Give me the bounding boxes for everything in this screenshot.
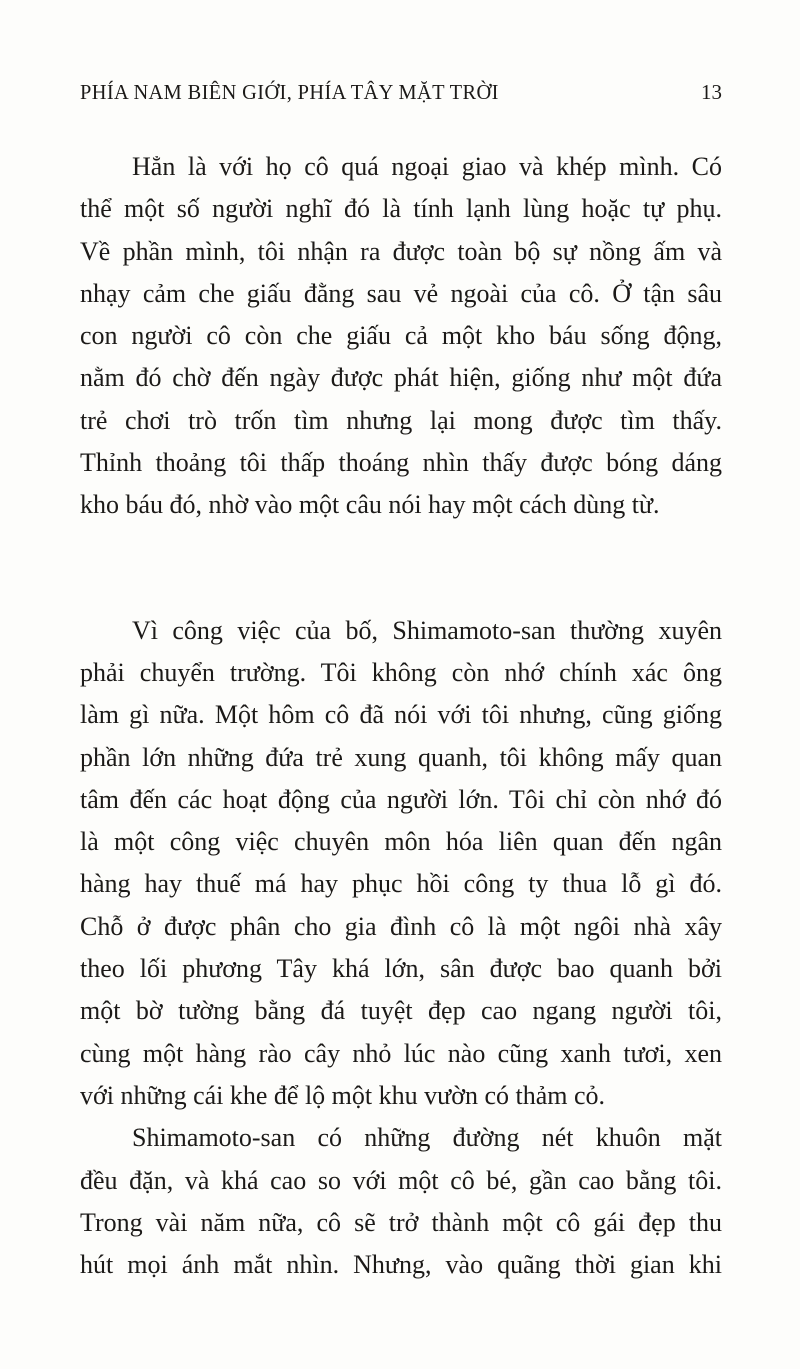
text-line: đều đặn, và khá cao so với một cô bé, gần cao bằng tôi.	[80, 1165, 722, 1195]
text-line: tâm đến các hoạt động của người lớn. Tôi chỉ còn nhớ đó	[80, 784, 722, 814]
text-line: một bờ tường bằng đá tuyệt đẹp cao ngang người tôi,	[80, 996, 722, 1026]
text-line: nhạy cảm che giấu đằng sau vẻ ngoài của cô. Ở tận sâu	[80, 278, 722, 308]
page-number: 13	[701, 80, 722, 104]
text-line: với những cái khe để lộ một khu vườn có thảm cỏ.	[80, 1080, 606, 1110]
paragraph-3	[80, 1117, 722, 1286]
text-line: hút mọi ánh mắt nhìn. Nhưng, vào quãng thời gian khi	[80, 1250, 722, 1280]
text-line: theo lối phương Tây khá lớn, sân được bao quanh bởi	[80, 954, 722, 984]
paragraph-2	[80, 610, 722, 1118]
text-line: con người cô còn che giấu cả một kho báu sống động,	[80, 321, 722, 351]
text-line: Chỗ ở được phân cho gia đình cô là một ngôi nhà xây	[80, 911, 722, 941]
text-line: Trong vài năm nữa, cô sẽ trở thành một cô gái đẹp thu	[80, 1207, 722, 1237]
text-line: Hẳn là với họ cô quá ngoại giao và khép mình. Có	[132, 152, 722, 181]
text-line: phải chuyển trường. Tôi không còn nhớ chính xác ông	[80, 657, 722, 687]
text-line: hàng hay thuế má hay phục hồi công ty thua lỗ gì đó.	[80, 869, 722, 899]
text-line: Shimamoto-san có những đường nét khuôn mặt	[132, 1123, 722, 1153]
paragraph-1	[80, 146, 722, 527]
running-header	[80, 80, 722, 104]
body-text	[80, 146, 722, 1286]
text-line: Vì công việc của bố, Shimamoto-san thường xuyên	[132, 615, 722, 645]
text-line: kho báu đó, nhờ vào một câu nói hay một cách dùng từ.	[80, 490, 660, 520]
text-line: Về phần mình, tôi nhận ra được toàn bộ sự nồng ấm và	[80, 236, 722, 266]
text-line: nằm đó chờ đến ngày được phát hiện, giống như một đứa	[80, 363, 722, 393]
text-line: thể một số người nghĩ đó là tính lạnh lùng hoặc tự phụ.	[80, 194, 722, 224]
text-line: Thỉnh thoảng tôi thấp thoáng nhìn thấy được bóng dáng	[80, 448, 722, 478]
running-title: PHÍA NAM BIÊN GIỚI, PHÍA TÂY MẶT TRỜI	[80, 80, 499, 104]
text-line: làm gì nữa. Một hôm cô đã nói với tôi nhưng, cũng giống	[80, 700, 722, 730]
text-line: phần lớn những đứa trẻ xung quanh, tôi không mấy quan	[80, 742, 722, 772]
text-line: trẻ chơi trò trốn tìm nhưng lại mong được tìm thấy.	[80, 405, 722, 435]
text-line: cùng một hàng rào cây nhỏ lúc nào cũng xanh tươi, xen	[80, 1038, 722, 1068]
text-line: là một công việc chuyên môn hóa liên quan đến ngân	[80, 827, 722, 857]
